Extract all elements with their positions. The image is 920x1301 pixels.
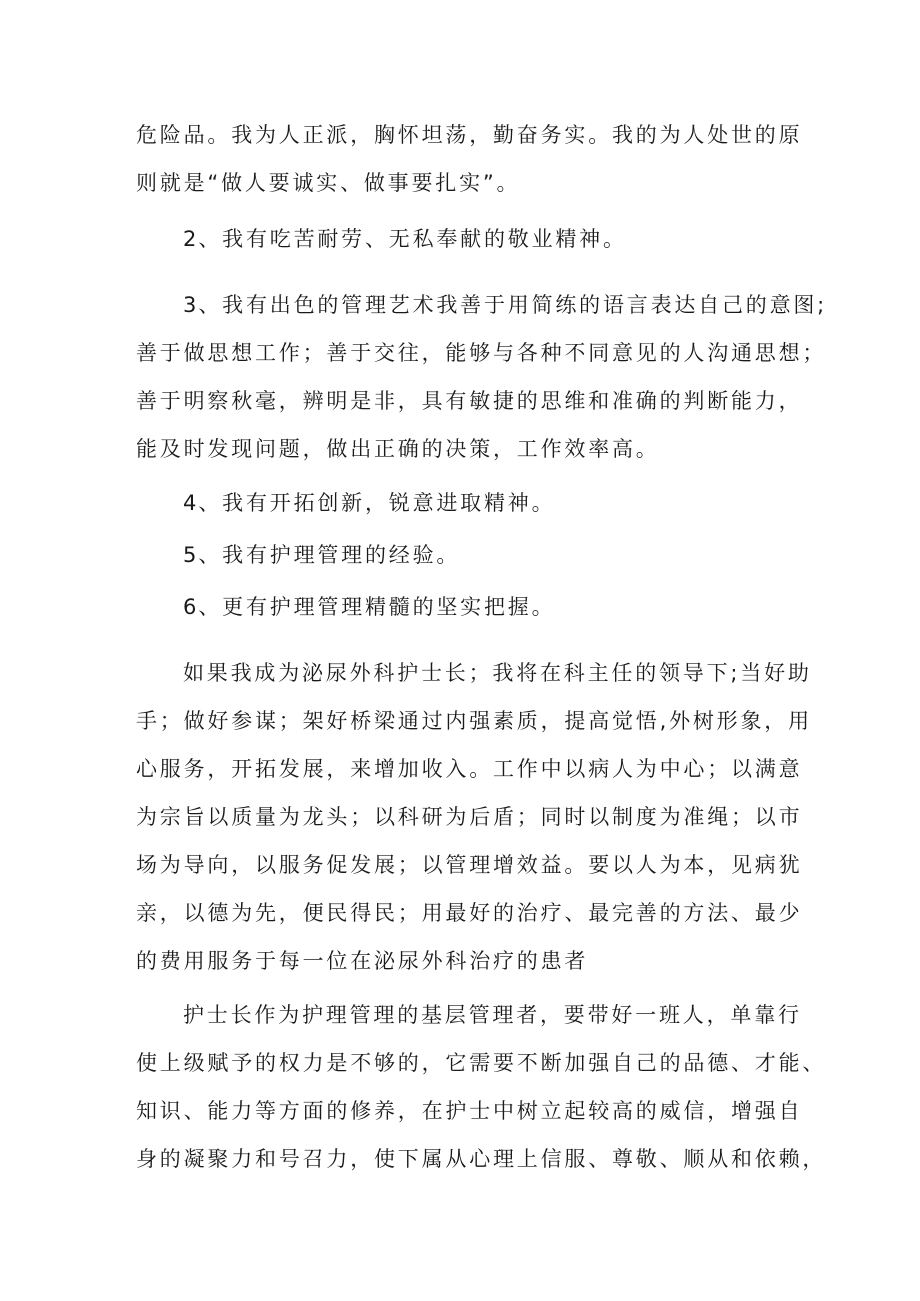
list-item-6-text: 、更有护理管理精髓的坚实把握。 [198, 595, 556, 619]
paragraph-7-line-5: 场为导向，以服务促发展；以管理增效益。要以人为本，见病犹 [136, 853, 803, 877]
list-item-4 [183, 488, 555, 518]
paragraph-7-line-2: 手；做好参谋；架好桥梁通过内强素质，提高觉悟,外树形象，用 [136, 709, 812, 733]
paragraph-7-line-7: 的费用服务于每一位在泌尿外科治疗的患者 [136, 949, 589, 973]
paragraph-8-line-4: 身的凝聚力和号召力，使下属从心理上信服、尊敬、顺从和依赖， [136, 1147, 827, 1171]
paragraph-1-line-2: 则就是“做人要诚实、做事要扎实”。 [136, 171, 521, 195]
list-item-4-text: 、我有开拓创新，锐意进取精神。 [198, 491, 556, 515]
list-item-6 [183, 592, 555, 622]
paragraph-7-line-6: 亲，以德为先，便民得民；用最好的治疗、最完善的方法、最少 [136, 901, 803, 925]
list-item-6-number: 6 [183, 595, 197, 619]
list-item-5-text: 、我有护理管理的经验。 [198, 543, 461, 567]
list-item-3-number: 3 [183, 293, 197, 317]
list-item-3-text: 、我有出色的管理艺术我善于用简练的语言表达自己的意图; [198, 293, 828, 317]
paragraph-8-line-1: 护士长作为护理管理的基层管理者，要带好一班人，单靠行 [183, 1003, 802, 1027]
list-item-3-line-2: 善于做思想工作；善于交往，能够与各种不同意见的人沟通思想； [136, 341, 827, 365]
list-item-2-text: 、我有吃苦耐劳、无私奉献的敬业精神。 [198, 227, 627, 251]
list-item-3-line-4: 能及时发现问题，做出正确的决策，工作效率高。 [136, 437, 660, 461]
list-item-3-line-3: 善于明察秋毫，辨明是非，具有敏捷的思维和准确的判断能力， [136, 389, 803, 413]
list-item-2 [183, 224, 627, 254]
paragraph-8-line-2: 使上级赋予的权力是不够的，它需要不断加强自己的品德、才能、 [136, 1051, 827, 1075]
list-item-5-number: 5 [183, 543, 197, 567]
paragraph-1-line-1: 危险品。我为人正派，胸怀坦荡，勤奋务实。我的为人处世的原 [136, 123, 803, 147]
list-item-2-number: 2 [183, 227, 197, 251]
list-item-3-line-1 [183, 290, 827, 320]
paragraph-7-line-4: 为宗旨以质量为龙头；以科研为后盾；同时以制度为准绳；以市 [136, 805, 803, 829]
paragraph-8-line-3: 知识、能力等方面的修养，在护士中树立起较高的威信，增强自 [136, 1099, 803, 1123]
paragraph-7-line-3: 心服务，开拓发展，来增加收入。工作中以病人为中心；以满意 [136, 757, 803, 781]
list-item-4-number: 4 [183, 491, 197, 515]
list-item-5 [183, 540, 460, 570]
paragraph-7-line-1: 如果我成为泌尿外科护士长；我将在科主任的领导下;当好助 [183, 661, 812, 685]
